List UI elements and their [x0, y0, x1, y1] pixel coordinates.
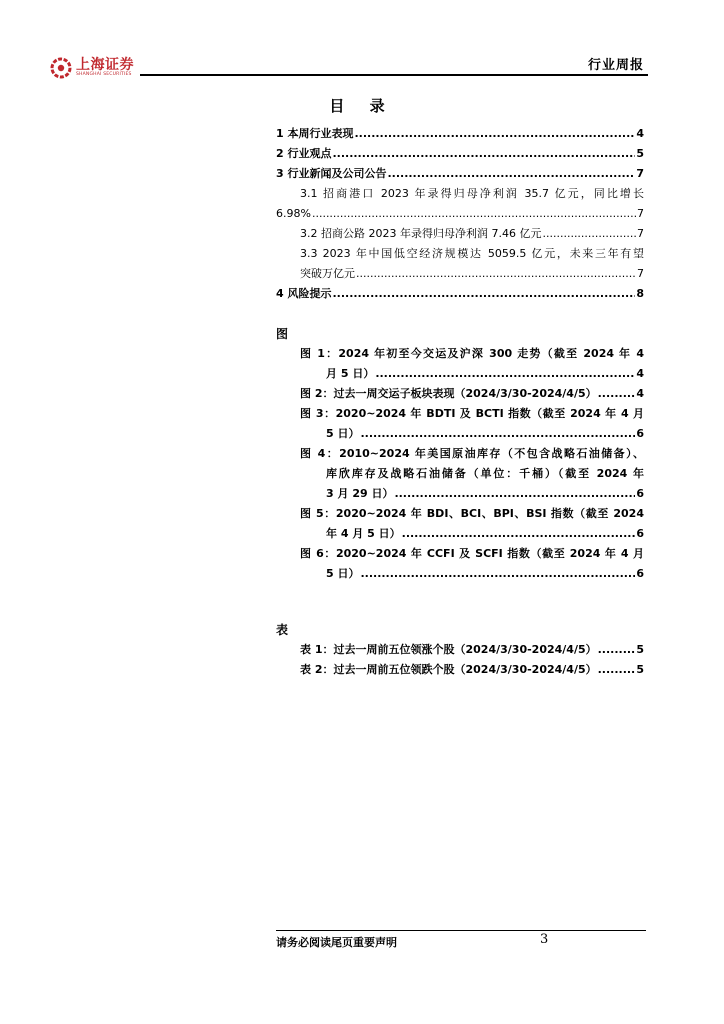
figure-entry-page: 6: [636, 427, 644, 440]
toc-entry-label: 1 本周行业表现: [276, 127, 354, 140]
figure-entry-label: 图 4：2010~2024 年美国原油库存（不包含战略石油储备）、: [300, 447, 644, 460]
toc-entry-label: 2 行业观点: [276, 147, 332, 160]
toc-entry-label: 4 风险提示: [276, 287, 332, 300]
figure-entry-label-cont: 5 日）: [326, 427, 360, 440]
logo-english-name: SHANGHAI SECURITIES: [76, 72, 132, 78]
report-type: 行业周报: [587, 58, 644, 73]
table-of-contents: [276, 124, 644, 680]
figure-entry-label: 图 2：过去一周交运子板块表现（2024/3/30-2024/4/5）: [300, 387, 597, 400]
table-entry-page: 5: [636, 663, 644, 676]
figure-entry-label-cont: 年 4 月 5 日）: [326, 527, 401, 540]
figure-entry[interactable]: [276, 384, 644, 404]
shanghai-securities-logo-icon: [50, 57, 72, 79]
figure-entry[interactable]: [276, 544, 644, 584]
page-number: 3: [540, 932, 549, 947]
tables-heading: 表: [276, 623, 289, 637]
toc-sub-entry-label: 3.3 2023 年中国低空经济规模达 5059.5 亿元，未来三年有望: [300, 247, 644, 260]
toc-entry[interactable]: [276, 124, 644, 144]
logo-chinese-name: 上海证券: [76, 57, 134, 74]
figure-entry-label-cont: 3 月 29 日）: [326, 487, 394, 500]
figure-entry[interactable]: [276, 404, 644, 444]
footer-divider: [276, 930, 646, 931]
figure-entry[interactable]: [276, 444, 644, 504]
toc-entry-page: 7: [636, 167, 644, 180]
figure-entry-page: 6: [636, 487, 644, 500]
figure-entry-label: 图 5：2020~2024 年 BDI、BCI、BPI、BSI 指数（截至 2024: [300, 507, 644, 520]
figure-entry[interactable]: [276, 504, 644, 544]
toc-sub-entry[interactable]: [276, 224, 644, 244]
toc-entry-page: 7: [637, 227, 644, 240]
header-divider: [140, 74, 648, 76]
table-entry-label: 表 1：过去一周前五位领涨个股（2024/3/30-2024/4/5）: [300, 643, 597, 656]
toc-entry-page: 5: [636, 147, 644, 160]
figure-entry-label: 图 1：2024 年初至今交运及沪深 300 走势（截至 2024 年 4: [300, 347, 644, 360]
figure-entry-page: 6: [636, 527, 644, 540]
disclaimer-note: 请务必阅读尾页重要声明: [276, 936, 397, 949]
toc-sub-entry-label: 3.2 招商公路 2023 年录得归母净利润 7.46 亿元: [300, 227, 542, 240]
toc-entry-label: 3 行业新闻及公司公告: [276, 167, 387, 180]
table-entry-page: 5: [636, 643, 644, 656]
toc-entry[interactable]: [276, 164, 644, 184]
figure-entry-label-cont: 库欣库存及战略石油储备（单位：千桶）（截至 2024 年: [326, 467, 644, 480]
toc-sub-entry-label-cont: 6.98%: [276, 207, 311, 220]
toc-sub-entry[interactable]: [276, 184, 644, 224]
toc-entry-page: 8: [636, 287, 644, 300]
toc-entry-page: 7: [637, 207, 644, 220]
toc-sub-entry-label-cont: 突破万亿元: [300, 267, 355, 280]
toc-entry[interactable]: [276, 144, 644, 164]
figure-entry-label-cont: 月 5 日）: [326, 367, 375, 380]
toc-entry-page: 7: [637, 267, 644, 280]
figure-entry-page: 6: [636, 567, 644, 580]
table-entry[interactable]: [276, 640, 644, 660]
table-entry-label: 表 2：过去一周前五位领跌个股（2024/3/30-2024/4/5）: [300, 663, 597, 676]
figure-entry-page: 4: [636, 387, 644, 400]
toc-title: 目 录: [329, 97, 395, 115]
figure-entry-label: 图 3：2020~2024 年 BDTI 及 BCTI 指数（截至 2024 年 4 月: [300, 407, 644, 420]
figure-entry[interactable]: [276, 344, 644, 384]
figure-entry-label-cont: 5 日）: [326, 567, 360, 580]
logo: [50, 56, 134, 80]
toc-entry-page: 4: [636, 127, 644, 140]
toc-sub-entry-label: 3.1 招商港口 2023 年录得归母净利润 35.7 亿元，同比增长: [300, 187, 644, 200]
figure-entry-label: 图 6：2020~2024 年 CCFI 及 SCFI 指数（截至 2024 年 4 月: [300, 547, 644, 560]
figure-entry-page: 4: [636, 367, 644, 380]
figures-heading: 图: [276, 327, 289, 341]
table-entry[interactable]: [276, 660, 644, 680]
toc-sub-entry[interactable]: [276, 244, 644, 284]
toc-entry[interactable]: [276, 284, 644, 304]
